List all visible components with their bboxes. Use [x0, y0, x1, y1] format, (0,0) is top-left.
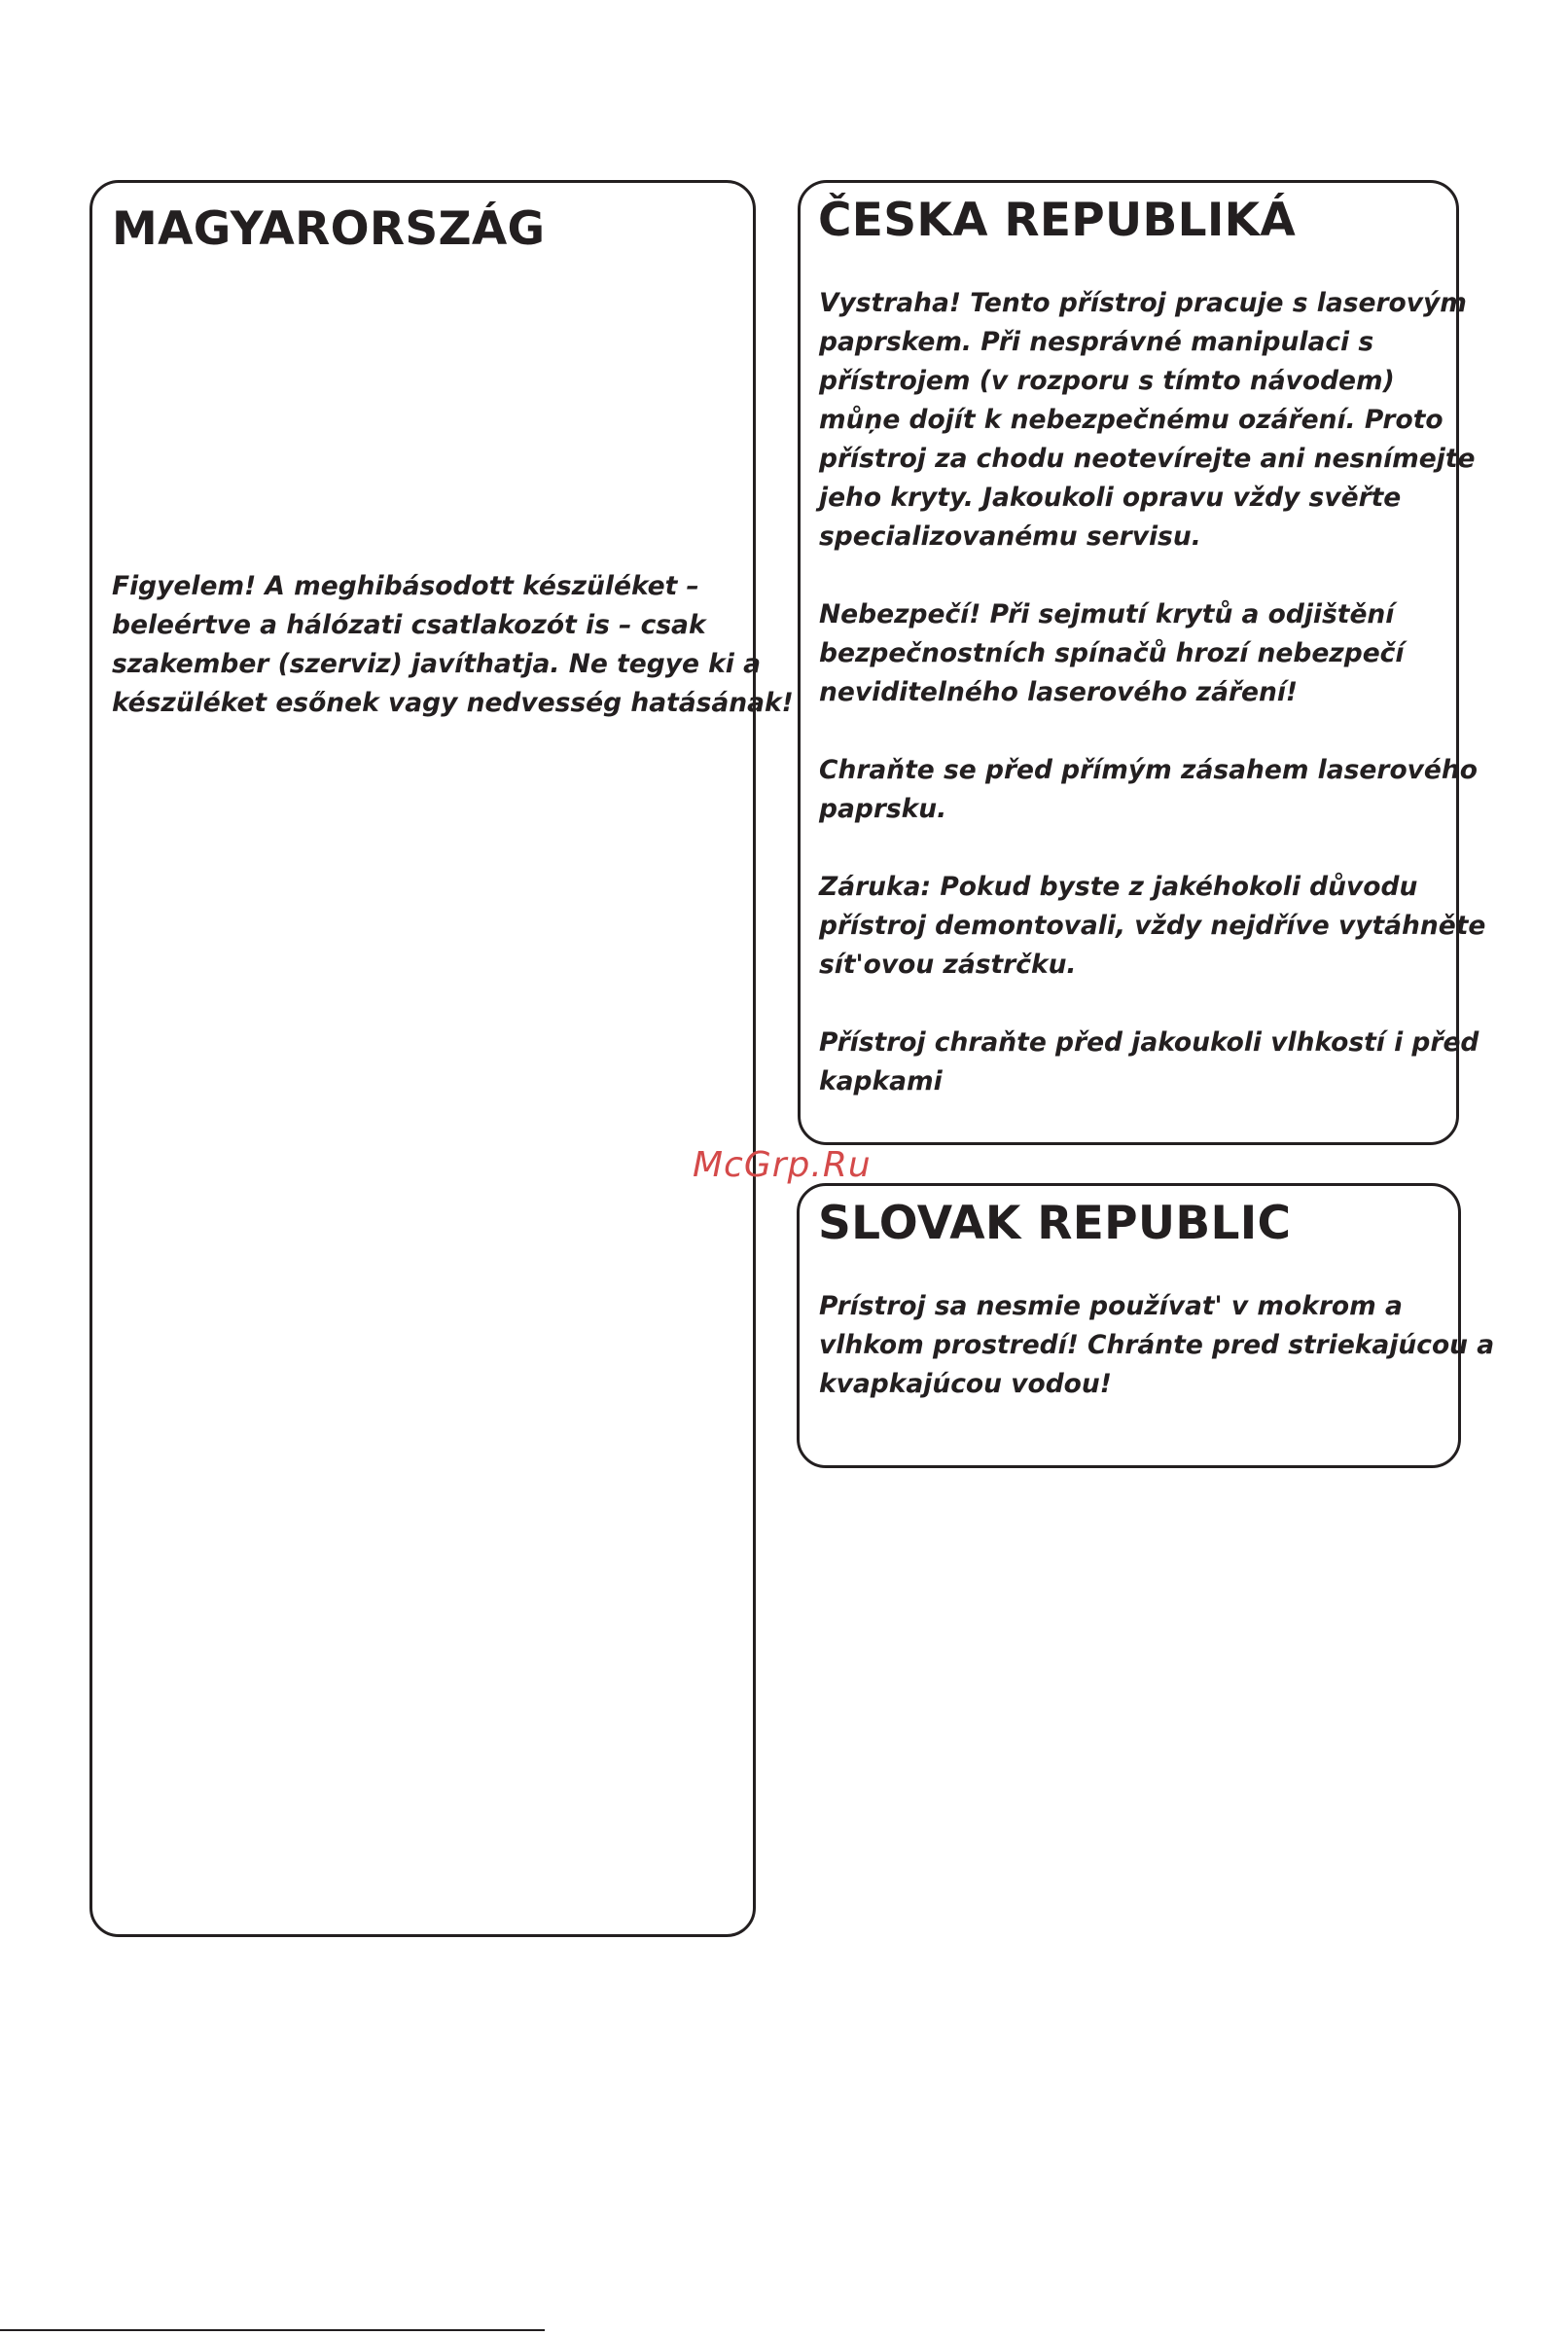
- text-line: vlhkom prostredí! Chránte pred striekajúcou a: [819, 1330, 1495, 1360]
- bottom-rule: [0, 2329, 545, 2331]
- text-line: můņe dojít k nebezpečnému ozáření. Proto: [819, 405, 1443, 435]
- text-line: készüléket esőnek vagy nedvesség hatásának!: [112, 688, 794, 718]
- section-title: SLOVAK REPUBLIC: [818, 1197, 1292, 1250]
- section-title: ČESKA REPUBLIKÁ: [818, 194, 1297, 247]
- text-line: Přístroj chraňte před jakoukoli vlhkostí i před: [819, 1027, 1479, 1058]
- laser-paragraph: [819, 751, 1478, 829]
- moisture-paragraph: [819, 1024, 1479, 1101]
- danger-paragraph: [819, 595, 1404, 712]
- section-czech: [798, 180, 1486, 1145]
- warning-paragraph: [112, 567, 794, 723]
- text-line: Nebezpečí! Při sejmutí krytů a odjištění: [819, 599, 1395, 629]
- text-line: beleértve a hálózati csatlakozót is – csak: [112, 610, 706, 640]
- text-line: neviditelného laserového záření!: [819, 677, 1299, 707]
- warranty-paragraph: [819, 868, 1485, 985]
- watermark: McGrp.Ru: [693, 1145, 872, 1185]
- text-line: Figyelem! A meghibásodott készüléket –: [112, 571, 699, 601]
- section-slovak: [797, 1183, 1495, 1468]
- text-line: kvapkajúcou vodou!: [819, 1369, 1112, 1399]
- text-line: specializovanému servisu.: [819, 521, 1201, 552]
- text-line: sít'ovou zástrčku.: [819, 950, 1077, 980]
- text-line: kapkami: [819, 1066, 943, 1096]
- text-line: paprsku.: [819, 794, 947, 824]
- section-title: MAGYARORSZÁG: [112, 202, 546, 256]
- text-line: jeho kryty. Jakoukoli opravu vždy svěřte: [819, 483, 1402, 513]
- warning-paragraph: [819, 1287, 1494, 1404]
- text-line: Vystraha! Tento přístroj pracuje s laserovým: [819, 288, 1467, 318]
- text-line: přístroj za chodu neotevírejte ani nesnímejte: [819, 444, 1476, 474]
- text-line: přístroj demontovali, vždy nejdříve vytáhněte: [819, 911, 1486, 941]
- text-line: Chraňte se před přímým zásahem laserového: [819, 755, 1478, 785]
- warning-paragraph: [819, 284, 1475, 557]
- text-line: Prístroj sa nesmie používat' v mokrom a: [819, 1291, 1403, 1321]
- text-line: přístrojem (v rozporu s tímto návodem): [819, 366, 1395, 396]
- text-line: paprskem. Při nesprávné manipulaci s: [819, 327, 1374, 357]
- text-line: bezpečnostních spínačů hrozí nebezpečí: [819, 638, 1405, 668]
- text-line: szakember (szerviz) javíthatja. Ne tegye ki a: [112, 649, 761, 679]
- text-line: Záruka: Pokud byste z jakéhokoli důvodu: [819, 872, 1418, 902]
